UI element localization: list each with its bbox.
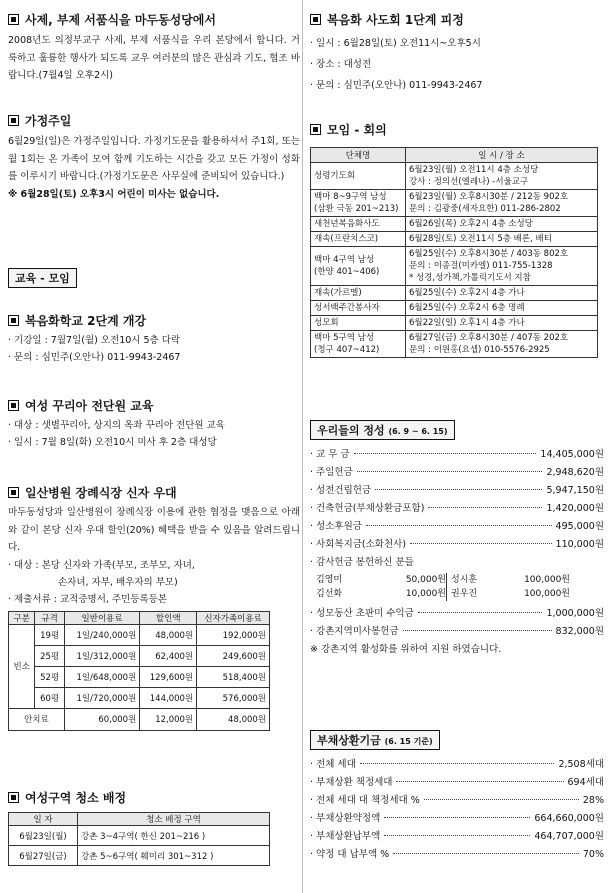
table-header: 단체명 — [311, 148, 406, 163]
section-title: 모임 - 회의 — [327, 123, 387, 137]
donor-amount: 10,000원 — [405, 589, 446, 599]
schedule-line: 6월27일(금) 오후8시30분 / 407동 202호 — [409, 333, 569, 343]
section-title: 복음화 사도회 1단계 피정 — [327, 13, 464, 27]
row-label: · 전체 세대 대 책정세대 % — [310, 795, 420, 806]
offerings-list — [310, 446, 604, 554]
dotted-row — [310, 446, 604, 464]
row-label: · 약정 대 납부액 % — [310, 849, 390, 860]
dotted-row — [310, 482, 604, 500]
group-cell: 빈소 — [9, 624, 35, 708]
table-cell: 6월27일(금) — [9, 846, 78, 866]
group-name-cell — [311, 217, 406, 232]
dot-leader — [357, 471, 543, 472]
donor-amount: 100,000원 — [524, 589, 570, 599]
group-name: 백마 4구역 남성 — [314, 255, 375, 265]
schedule-cell — [406, 286, 598, 301]
schedule-cell — [406, 247, 598, 286]
square-bullet-icon — [8, 487, 19, 498]
row-value: 5,947,150원 — [546, 485, 604, 496]
dot-leader — [375, 489, 542, 490]
table-cell: 1일/312,000원 — [64, 645, 139, 666]
dotted-row — [310, 792, 604, 810]
ordination-notice — [8, 12, 300, 85]
donor-amount: 50,000원 — [405, 575, 446, 585]
table-row — [9, 666, 270, 687]
row-label: · 사회복지금(소화천사) — [310, 539, 407, 550]
section-heading-box: 교육 - 모임 — [8, 268, 77, 288]
dotted-row — [310, 774, 604, 792]
group-name: 새천년복음화사도 — [314, 219, 380, 229]
donor-name: 성시훈 — [446, 573, 508, 587]
table-cell: 1일/240,000원 — [64, 624, 139, 645]
row-value: 832,000원 — [555, 626, 604, 637]
row-value: 495,000원 — [555, 521, 604, 532]
donation-label: · 감사헌금 봉헌하신 분들 — [310, 557, 414, 568]
table-header: 할인액 — [140, 611, 197, 624]
row-value: 664,660,000원 — [534, 813, 604, 824]
donor-name: 김영미 — [316, 575, 343, 585]
schedule-line: * 성경,성가책,가톨릭기도서 지참 — [409, 273, 531, 283]
table-cell: 12,000원 — [140, 708, 197, 730]
group-name: 성모회 — [314, 318, 339, 328]
schedule-line: 6월22일(일) 오후1시 4층 가나 — [409, 318, 525, 328]
table-cell: 48,000원 — [197, 708, 270, 730]
table-cell: 25평 — [35, 645, 64, 666]
table-cell: 192,000원 — [197, 624, 270, 645]
table-header: 일반이용료 — [64, 611, 139, 624]
dotted-row — [310, 846, 604, 864]
row-value: 694세대 — [567, 777, 604, 788]
table-cell: 518,400원 — [197, 666, 270, 687]
row-value: 28% — [582, 795, 604, 806]
donor-name: 김선화 — [316, 589, 343, 599]
offerings-note: ※ 강촌지역 활성화를 위하여 지원 하였습니다. — [310, 644, 502, 655]
schedule-line: 문의 : 이종걸(미카엘) 011-755-1328 — [409, 261, 553, 271]
dot-leader — [384, 817, 530, 818]
section-line: · 장소 : 대성전 — [310, 59, 372, 70]
schedule-line: 6월23일(월) 오후8시30분 / 212동 902호 — [409, 192, 569, 202]
square-bullet-icon — [8, 14, 19, 25]
section-line: · 일시 : 6월28일(토) 오전11시~오후5시 — [310, 38, 481, 49]
dot-leader — [410, 543, 551, 544]
donor-amount: 100,000원 — [524, 575, 570, 585]
dotted-row — [310, 810, 604, 828]
dotted-row — [310, 464, 604, 482]
table-cell: 안치료 — [9, 708, 65, 730]
dotted-row — [310, 500, 604, 518]
table-header-row — [9, 611, 270, 624]
table-row — [311, 163, 598, 190]
donor-name: 권우진 — [446, 587, 508, 601]
education-box — [8, 268, 300, 288]
row-label: · 부채상환납부액 — [310, 831, 381, 842]
group-name: (삼환 극동 201~213) — [314, 204, 399, 214]
schedule-cell — [406, 301, 598, 316]
schedule-cell — [406, 331, 598, 358]
row-value: 1,000,000원 — [546, 608, 604, 619]
row-value: 70% — [582, 849, 604, 860]
schedule-line: 6월25일(수) 오후2시 4층 가나 — [409, 288, 525, 298]
table-header: 신자가족이용료 — [197, 611, 270, 624]
table-row — [9, 708, 270, 730]
table-row — [9, 645, 270, 666]
table-row — [311, 247, 598, 286]
square-bullet-icon — [310, 124, 321, 135]
debt-list — [310, 756, 604, 864]
section-line: · 문의 : 심민주(오안나) 011-9943-2467 — [310, 80, 483, 91]
table-cell: 62,400원 — [140, 645, 197, 666]
dot-leader — [393, 853, 579, 854]
schedule-line: 6월25일(수) 오후8시30분 / 403동 802호 — [409, 249, 569, 259]
dot-leader — [396, 781, 563, 782]
table-cell: 강촌 5~6구역( 훼미리 301~312 ) — [78, 846, 270, 866]
table-row — [311, 232, 598, 247]
section-heading-box — [310, 420, 455, 440]
target-line-cont: 손자녀, 자부, 배우자의 부모) — [58, 576, 178, 588]
group-name: (한양 401~406) — [314, 267, 380, 277]
group-name: 성서백주간봉사자 — [314, 303, 380, 313]
table-cell: 48,000원 — [140, 624, 197, 645]
section-body: 2008년도 의정부교구 사제, 부제 서품식을 우리 본당에서 합니다. 거룩하고 훌륭한 행사가 되도록 교우 여러분의 많은 관심과 기도, 협조 바랍니다.(7월4일 오후2시) — [8, 35, 300, 81]
column-divider — [302, 0, 303, 893]
dot-leader — [403, 630, 552, 631]
table-cell: 129,600원 — [140, 666, 197, 687]
donors-grid — [316, 573, 604, 601]
section-title: 사제, 부제 서품식을 마두동성당에서 — [25, 13, 216, 27]
dot-leader — [418, 612, 543, 613]
meetings-table — [310, 147, 598, 358]
group-name: 재속(프란치스코) — [314, 234, 379, 244]
meetings-section — [310, 122, 604, 358]
dot-leader — [366, 525, 552, 526]
table-cell: 144,000원 — [140, 687, 197, 708]
section-note: ※ 6월28일(토) 오후3시 어린이 미사는 없습니다. — [8, 188, 220, 200]
group-name-cell — [311, 301, 406, 316]
table-row — [9, 687, 270, 708]
row-label: · 부채상환약정액 — [310, 813, 381, 824]
section-line: · 대상 : 샛별꾸리아, 상지의 옥좌 꾸리아 전단원 교육 — [8, 420, 225, 431]
table-header: 구분 — [9, 611, 35, 624]
box-title: 우리들의 정성 — [317, 424, 385, 437]
row-value: 14,405,000원 — [540, 449, 604, 460]
table-header: 일 시 / 장 소 — [406, 148, 598, 163]
table-cell: 1일/720,000원 — [64, 687, 139, 708]
row-label: · 건축헌금(부채상환금포함) — [310, 503, 425, 514]
section-line: · 기강일 : 7월7일(월) 오전10시 5층 다락 — [8, 335, 181, 346]
schedule-cell — [406, 316, 598, 331]
group-name-cell — [311, 247, 406, 286]
table-cell: 52평 — [35, 666, 64, 687]
section-title: 가정주일 — [25, 114, 72, 128]
table-row — [9, 826, 270, 846]
table-header: 청소 배정 구역 — [78, 813, 270, 826]
docs-line: · 제출서류 : 교적증명서, 주민등록등본 — [8, 593, 167, 605]
group-name-cell — [311, 286, 406, 301]
table-row — [9, 846, 270, 866]
dot-leader — [360, 763, 555, 764]
funeral-price-table — [8, 611, 270, 731]
schedule-line: 6월26일(목) 오후2시 4층 소성당 — [409, 219, 533, 229]
dot-leader — [354, 453, 537, 454]
row-label: · 성전건립헌금 — [310, 485, 372, 496]
evangelization-school-notice — [8, 313, 300, 366]
box-title: 부채상환기금 — [317, 734, 381, 747]
schedule-line: 문의 : 이원홍(요셉) 010-5576-2925 — [409, 345, 550, 355]
schedule-line: 문의 : 김광중(세자요한) 011-286-2802 — [409, 204, 561, 214]
table-cell: 576,000원 — [197, 687, 270, 708]
schedule-cell — [406, 217, 598, 232]
dotted-row — [310, 536, 604, 554]
table-row — [311, 190, 598, 217]
section-title: 일산병원 장례식장 신자 우대 — [25, 486, 177, 500]
schedule-cell — [406, 163, 598, 190]
table-cell: 60,000원 — [64, 708, 139, 730]
dot-leader — [428, 507, 542, 508]
row-value: 464,707,000원 — [534, 831, 604, 842]
schedule-cell — [406, 232, 598, 247]
dotted-row — [310, 828, 604, 846]
dot-leader — [424, 799, 579, 800]
schedule-line: 강사 : 정의선(엘레나) -서울교구 — [409, 177, 529, 187]
funeral-discount-notice — [8, 485, 300, 731]
section-heading-box — [310, 730, 440, 750]
row-value: 1,420,000원 — [546, 503, 604, 514]
table-row — [311, 316, 598, 331]
group-name-cell — [311, 190, 406, 217]
table-row — [9, 624, 270, 645]
group-name-cell — [311, 331, 406, 358]
square-bullet-icon — [8, 400, 19, 411]
group-name: 성령기도회 — [314, 171, 356, 181]
cleaning-table — [8, 812, 270, 866]
box-subtitle: (6. 15 기준) — [384, 737, 433, 746]
retreat-notice — [310, 12, 604, 96]
table-row — [311, 286, 598, 301]
table-row — [311, 217, 598, 232]
row-value: 110,000원 — [555, 539, 604, 550]
section-title: 여성구역 청소 배정 — [25, 791, 127, 805]
section-line: · 문의 : 심민주(오안나) 011-9943-2467 — [8, 352, 181, 363]
table-cell: 6월23일(월) — [9, 826, 78, 846]
curia-education-notice — [8, 398, 300, 451]
group-name: 재속(가르멜) — [314, 288, 362, 298]
table-row — [311, 331, 598, 358]
table-header: 규격 — [35, 611, 64, 624]
group-name-cell — [311, 163, 406, 190]
table-cell: 19평 — [35, 624, 64, 645]
table-header: 일 자 — [9, 813, 78, 826]
group-name-cell — [311, 232, 406, 247]
dotted-row — [310, 756, 604, 774]
table-cell: 60평 — [35, 687, 64, 708]
row-label: · 주일헌금 — [310, 467, 353, 478]
group-name: 백마 8~9구역 남성 — [314, 192, 387, 202]
row-label: · 전체 세대 — [310, 759, 356, 770]
dot-leader — [384, 835, 530, 836]
section-body: 6월29일(일)은 가정주일입니다. 가정기도문을 활용하셔서 주1회, 또는 월 1회는 온 가족이 모여 함께 기도하는 시간을 갖고 모든 가정이 성화를 이루시기 바랍니다.(가정기도문은 사무실에 준비되어 있습니다.) — [8, 136, 300, 182]
group-name: (청구 407~412) — [314, 345, 380, 355]
target-line: · 대상 : 본당 신자와 가족(부모, 조부모, 자녀, — [8, 559, 195, 571]
section-body: 마두동성당과 일산병원이 장례식장 이용에 관한 협정을 맺음으로 아래와 같이 본당 신자 우대 할인(20%) 혜택을 받을 수 있음을 알려드립니다. — [8, 507, 300, 553]
meetings-table-body — [311, 163, 598, 358]
row-label: · 부채상환 책정세대 — [310, 777, 393, 788]
dotted-row — [310, 623, 604, 641]
row-value: 2,508세대 — [558, 759, 604, 770]
schedule-cell — [406, 190, 598, 217]
square-bullet-icon — [8, 792, 19, 803]
box-subtitle: (6. 9 ~ 6. 15) — [388, 427, 448, 436]
square-bullet-icon — [310, 14, 321, 25]
table-header-row — [9, 813, 270, 826]
row-label: · 강촌지역미사봉헌금 — [310, 626, 399, 637]
schedule-line: 6월28일(토) 오전11시 5층 배론, 배티 — [409, 234, 552, 244]
dotted-row — [310, 518, 604, 536]
offerings-list-2 — [310, 605, 604, 641]
row-label: · 교 무 금 — [310, 449, 350, 460]
group-name-cell — [311, 316, 406, 331]
row-label: · 성모동산 초판미 수익금 — [310, 608, 414, 619]
group-name: 백마 5구역 남성 — [314, 333, 375, 343]
table-row — [311, 301, 598, 316]
offerings-section — [310, 420, 604, 658]
square-bullet-icon — [8, 315, 19, 326]
table-cell: 1일/648,000원 — [64, 666, 139, 687]
debt-fund-section — [310, 730, 604, 864]
table-cell: 강촌 3~4구역( 한신 201~216 ) — [78, 826, 270, 846]
table-cell: 249,600원 — [197, 645, 270, 666]
cleaning-assignment-notice — [8, 790, 300, 866]
dotted-row — [310, 605, 604, 623]
table-header-row — [311, 148, 598, 163]
section-title: 복음화학교 2단계 개강 — [25, 314, 147, 328]
schedule-line: 6월23일(월) 오전11시 4층 소성당 — [409, 165, 539, 175]
schedule-line: 6월25일(수) 오후2시 6층 명례 — [409, 303, 525, 313]
row-label: · 성소후원금 — [310, 521, 362, 532]
section-line: · 일시 : 7월 8일(화) 오전10시 미사 후 2층 대성당 — [8, 437, 217, 448]
family-sunday-notice — [8, 113, 300, 203]
section-title: 여성 꾸리아 전단원 교육 — [25, 399, 154, 413]
square-bullet-icon — [8, 115, 19, 126]
row-value: 2,948,620원 — [546, 467, 604, 478]
